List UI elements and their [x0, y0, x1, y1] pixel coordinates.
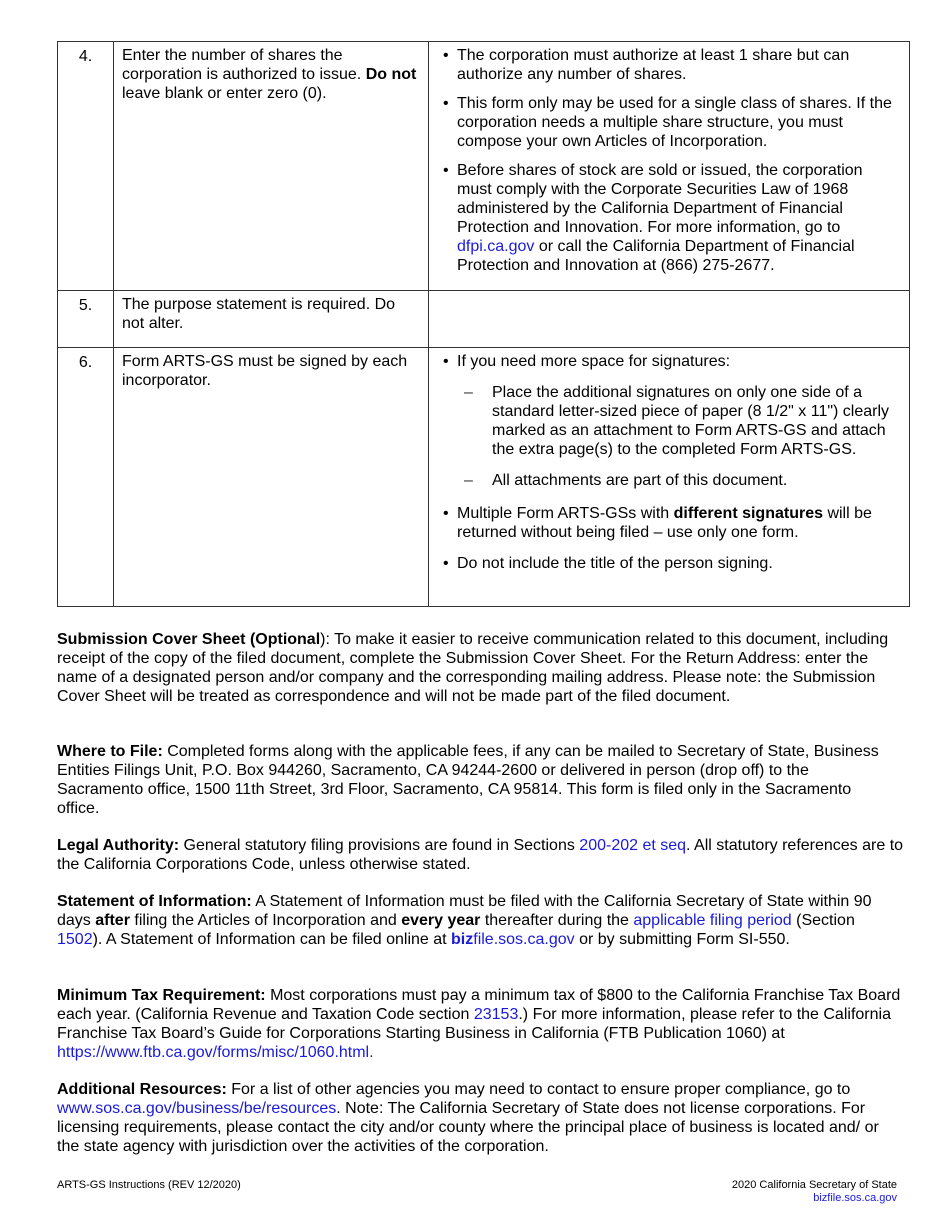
- instruction-cell: Enter the number of shares the corporation is authorized to issue. Do not leave blank or enter zero (0).: [114, 42, 429, 291]
- bullet-item: • This form only may be used for a single class of shares. If the corporation needs a multiple share structure, you must compose your own Articles of Incorporation.: [443, 94, 899, 151]
- bullet-item: • Before shares of stock are sold or issued, the corporation must comply with the Corporate Securities Law of 1968 administered by the California Department of Financial Protection and Innovation. For more information, go to dfpi.ca.gov or call the California Department of Financial Protection and Innovation at (866) 275-2677.: [443, 161, 899, 275]
- statement-of-information-section: Statement of Information: A Statement of Information must be filed with the California Secretary of State within 90 days after filing the Articles of Incorporation and every year thereafter during the applicable filing period (Section 1502). A Statement of Information can be filed online at bizfile.sos.ca.gov or by submitting Form SI-550.: [57, 893, 872, 948]
- section-23153-link[interactable]: 23153: [473, 1006, 519, 1023]
- bullet-item: • If you need more space for signatures: – Place the additional signatures on only one side of a standard letter-sized piece of paper (8 1/2" x 11") clearly marked as an attachment to Form ARTS-GS and attach the extra page(s) to the completed Form ARTS-GS. – All attachments are part of this document.: [443, 352, 899, 490]
- item-number: 6.: [58, 348, 114, 607]
- additional-resources-section: Additional Resources: For a list of other agencies you may need to contact to ensure proper compliance, go to www.sos.ca.gov/business/be/resources. Note: The California Secretary of State does not license corporations. For licensing requirements, please contact the city and/or county where the principal place of business is located and/ or the state agency with jurisdiction over the activities of the corporation.: [57, 1081, 879, 1155]
- item-number: 4.: [58, 42, 114, 291]
- sections-200-202-link[interactable]: 200-202 et seq: [579, 837, 687, 854]
- bizfile-link[interactable]: bizfile.sos.ca.gov: [451, 931, 575, 948]
- instruction-cell: The purpose statement is required. Do not alter.: [114, 291, 429, 348]
- instructions-table: [57, 41, 910, 607]
- section-1502-link[interactable]: 1502: [57, 931, 93, 948]
- where-to-file-section: Where to File: Completed forms along with the applicable fees, if any can be mailed to Secretary of State, Business Entities Filings Unit, P.O. Box 944260, Sacramento, CA 94244-2600 or delivered in person (drop off) to the Sacramento office, 1500 11th Street, 3rd Floor, Sacramento, CA 95814. This form is filed only in the Sacramento office.: [57, 743, 879, 817]
- filing-period-link[interactable]: applicable filing period: [633, 912, 792, 929]
- bullet-item: • Do not include the title of the person signing.: [443, 554, 899, 573]
- cover-sheet-section: Submission Cover Sheet (Optional): To make it easier to receive communication related to this document, including receipt of the copy of the filed document, complete the Submission Cover Sheet. For the Return Address: enter the name of a designated person and/or company and the corresponding mailing address. Please note: the Submission Cover Sheet will be treated as correspondence and will not be made part of the filed document.: [57, 631, 889, 705]
- legal-authority-section: Legal Authority: General statutory filing provisions are found in Sections 200-202 et seq. All statutory references are to the California Corporations Code, unless otherwise stated.: [57, 837, 904, 873]
- notes-cell: [429, 42, 910, 291]
- minimum-tax-section: Minimum Tax Requirement: Most corporations must pay a minimum tax of $800 to the California Franchise Tax Board each year. (California Revenue and Taxation Code section 23153.) For more information, please refer to the California Franchise Tax Board’s Guide for Corporations Starting Business in California (FTB Publication 1060) at https://www.ftb.ca.gov/forms/misc/1060.html.: [57, 987, 901, 1061]
- ftb-publication-link[interactable]: https://www.ftb.ca.gov/forms/misc/1060.html.: [57, 1044, 374, 1061]
- footer-form-id: ARTS-GS Instructions (REV 12/2020): [57, 1179, 241, 1191]
- notes-cell: [429, 291, 910, 348]
- table-row: [58, 348, 910, 607]
- bullet-item: • The corporation must authorize at least 1 share but can authorize any number of shares.: [443, 46, 899, 84]
- dfpi-link[interactable]: dfpi.ca.gov: [457, 238, 535, 255]
- table-row: [58, 291, 910, 348]
- table-row: [58, 42, 910, 291]
- notes-cell: [429, 348, 910, 607]
- item-number: 5.: [58, 291, 114, 348]
- dash-item: – Place the additional signatures on only one side of a standard letter-sized piece of paper (8 1/2" x 11") clearly marked as an attachment to Form ARTS-GS and attach the extra page(s) to the completed Form ARTS-GS.: [443, 383, 899, 459]
- footer-bizfile-link[interactable]: bizfile.sos.ca.gov: [813, 1192, 897, 1204]
- resources-link[interactable]: www.sos.ca.gov/business/be/resources: [57, 1100, 337, 1117]
- dash-item: – All attachments are part of this document.: [443, 471, 899, 490]
- footer-copyright: 2020 California Secretary of State bizfile.sos.ca.gov: [731, 1179, 897, 1204]
- bullet-item: • Multiple Form ARTS-GSs with different signatures will be returned without being filed – use only one form.: [443, 504, 899, 542]
- instruction-cell: Form ARTS-GS must be signed by each incorporator.: [114, 348, 429, 607]
